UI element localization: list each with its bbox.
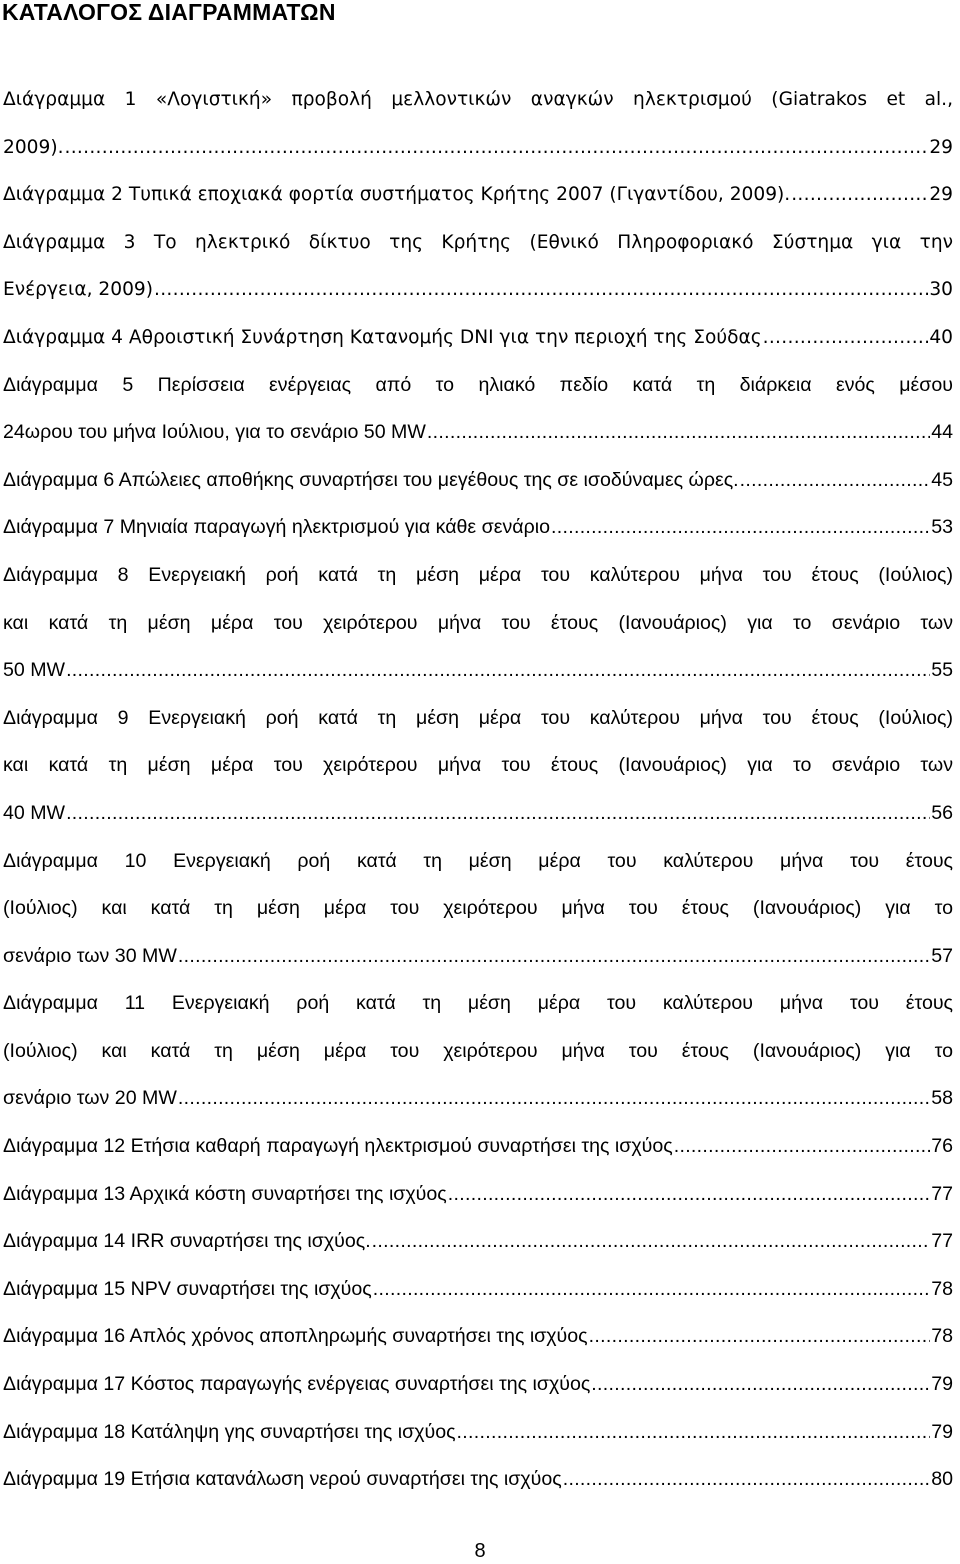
toc-entry[interactable] <box>3 695 953 838</box>
toc-entry[interactable] <box>3 552 953 695</box>
toc-entry-final-line <box>3 457 953 505</box>
toc-entry-page: 29 <box>929 136 953 158</box>
dot-leader <box>674 1123 931 1171</box>
toc-entry-final-line <box>3 171 953 219</box>
toc-entry-page: 58 <box>931 1087 953 1110</box>
toc-entry-text: Διάγραμμα 2 Τυπικά εποχιακά φορτία συστήματος Κρήτης 2007 (Γιγαντίδου, 2009). <box>3 184 791 206</box>
dot-leader <box>373 1266 930 1314</box>
page-number: 8 <box>474 1540 486 1562</box>
dot-leader <box>66 790 930 838</box>
toc-entry-line: (Ιούλιος) και κατά τη μέση μέρα του χειρότερου μήνα του έτους (Ιανουάριος) για το <box>3 897 953 920</box>
dot-leader <box>178 933 930 981</box>
toc-entry-text: Διάγραμμα 15 NPV συναρτήσει της ισχύος <box>3 1277 372 1300</box>
toc-entry[interactable] <box>3 171 953 219</box>
toc-entry-text: σενάριο των 30 MW <box>3 944 177 967</box>
toc-entry-page: 55 <box>931 659 953 682</box>
toc-entry-line: Διάγραμμα 10 Ενεργειακή ροή κατά τη μέση μέρα του καλύτερου μήνα του έτους <box>3 849 953 872</box>
page-title: ΚΑΤΑΛΟΓΟΣ ΔΙΑΓΡΑΜΜΑΤΩΝ <box>2 0 336 25</box>
dot-leader <box>551 504 930 552</box>
toc-entry-final-line <box>3 1075 953 1123</box>
toc-entry[interactable] <box>3 219 953 314</box>
toc-entry-page: 53 <box>931 516 953 539</box>
toc-entry-final-line <box>3 1123 953 1171</box>
dot-leader <box>589 1313 931 1361</box>
toc-entry-page: 77 <box>931 1230 953 1253</box>
toc-entry[interactable] <box>3 1123 953 1171</box>
toc-entry[interactable] <box>3 362 953 457</box>
toc-entry-final-line <box>3 1409 953 1457</box>
toc-entry-final-line <box>3 933 953 981</box>
toc-entry[interactable] <box>3 1456 953 1504</box>
toc-entry-line: και κατά τη μέση μέρα του χειρότερου μήνα του έτους (Ιανουάριος) για το σενάριο των <box>3 754 953 777</box>
dot-leader <box>66 647 930 695</box>
toc-entry[interactable] <box>3 76 953 171</box>
toc-entry-final-line <box>3 266 953 314</box>
toc-entry-final-line <box>3 1361 953 1409</box>
toc-entry[interactable] <box>3 314 953 362</box>
toc-entry-page: 79 <box>931 1420 953 1443</box>
toc-entry-text: Διάγραμμα 4 Αθροιστική Συνάρτηση Κατανομής DNI για την περιοχή της Σούδας <box>3 326 762 348</box>
dot-leader <box>591 1361 930 1409</box>
toc-entry-final-line <box>3 790 953 838</box>
toc-entry-text: Διάγραμμα 14 IRR συναρτήσει της ισχύος. <box>3 1230 371 1253</box>
toc-entry-page: 40 <box>929 326 953 348</box>
toc-entry-page: 56 <box>931 801 953 824</box>
toc-entry-final-line <box>3 1171 953 1219</box>
toc-entry-page: 80 <box>931 1468 953 1491</box>
toc-entry-line: και κατά τη μέση μέρα του χειρότερου μήνα του έτους (Ιανουάριος) για το σενάριο των <box>3 611 953 634</box>
toc-entry-final-line <box>3 1218 953 1266</box>
toc-entry-final-line <box>3 1266 953 1314</box>
toc-entry-text: Διάγραμμα 13 Αρχικά κόστη συναρτήσει της ισχύος <box>3 1182 447 1205</box>
toc-entry-line: Διάγραμμα 3 Το ηλεκτρικό δίκτυο της Κρήτης (Εθνικό Πληροφοριακό Σύστημα για την <box>3 231 953 253</box>
toc-entry-final-line <box>3 409 953 457</box>
dot-leader <box>154 266 928 314</box>
toc-entry-text: Διάγραμμα 7 Μηνιαία παραγωγή ηλεκτρισμού για κάθε σενάριο <box>3 516 550 539</box>
toc-entry[interactable] <box>3 1218 953 1266</box>
toc-entry-text: 40 MW <box>3 801 66 824</box>
toc-entry-text: 2009). <box>3 136 64 158</box>
dot-leader <box>427 409 930 457</box>
toc-entry-final-line <box>3 504 953 552</box>
toc-entry-page: 77 <box>931 1182 953 1205</box>
toc-entry-line: Διάγραμμα 5 Περίσσεια ενέργειας από το ηλιακό πεδίο κατά τη διάρκεια ενός μέσου <box>3 373 953 396</box>
toc-entry-line: Διάγραμμα 8 Ενεργειακή ροή κατά τη μέση μέρα του καλύτερου μήνα του έτους (Ιούλιος) <box>3 563 953 586</box>
toc-entry-line: Διάγραμμα 1 «Λογιστική» προβολή μελλοντικών αναγκών ηλεκτρισμού (Giatrakos et al., <box>3 89 953 110</box>
toc-entry-text: Ενέργεια, 2009) <box>3 279 153 301</box>
toc-entry[interactable] <box>3 1361 953 1409</box>
toc-entry-line: (Ιούλιος) και κατά τη μέση μέρα του χειρότερου μήνα του έτους (Ιανουάριος) για το <box>3 1039 953 1062</box>
toc-entry-final-line <box>3 124 953 172</box>
toc-entry-text: Διάγραμμα 19 Ετήσια κατανάλωση νερού συναρτήσει της ισχύος <box>3 1468 562 1491</box>
toc-entry-page: 57 <box>931 944 953 967</box>
dot-leader <box>740 457 931 505</box>
dot-leader <box>448 1171 930 1219</box>
toc-entry-page: 45 <box>931 468 953 491</box>
toc-entry-final-line <box>3 647 953 695</box>
toc-entry[interactable] <box>3 1409 953 1457</box>
toc-entry-page: 30 <box>929 279 953 301</box>
toc-entry[interactable] <box>3 1266 953 1314</box>
toc-entry[interactable] <box>3 980 953 1123</box>
toc-entry-line: Διάγραμμα 9 Ενεργειακή ροή κατά τη μέση μέρα του καλύτερου μήνα του έτους (Ιούλιος) <box>3 706 953 729</box>
toc-entry-final-line <box>3 314 953 362</box>
list-of-figures <box>3 76 953 1504</box>
dot-leader <box>763 314 929 362</box>
dot-leader <box>791 171 928 219</box>
toc-entry-line: Διάγραμμα 11 Ενεργειακή ροή κατά τη μέση μέρα του καλύτερου μήνα του έτους <box>3 992 953 1015</box>
toc-entry-page: 78 <box>931 1325 953 1348</box>
toc-entry-page: 76 <box>931 1135 953 1158</box>
toc-entry[interactable] <box>3 457 953 505</box>
dot-leader <box>457 1409 931 1457</box>
toc-entry-text: Διάγραμμα 17 Κόστος παραγωγής ενέργειας συναρτήσει της ισχύος <box>3 1373 591 1396</box>
toc-entry[interactable] <box>3 838 953 981</box>
toc-entry-text: Διάγραμμα 12 Ετήσια καθαρή παραγωγή ηλεκτρισμού συναρτήσει της ισχύος <box>3 1135 673 1158</box>
toc-entry[interactable] <box>3 504 953 552</box>
toc-entry-page: 44 <box>931 421 953 444</box>
toc-entry[interactable] <box>3 1171 953 1219</box>
toc-entry-text: 50 MW <box>3 659 66 682</box>
toc-entry-text: Διάγραμμα 6 Απώλειες αποθήκης συναρτήσει του μεγέθους της σε ισοδύναμες ώρες. <box>3 468 739 491</box>
toc-entry-final-line <box>3 1313 953 1361</box>
toc-entry-final-line <box>3 1456 953 1504</box>
toc-entry-page: 79 <box>931 1373 953 1396</box>
toc-entry-page: 78 <box>931 1277 953 1300</box>
dot-leader <box>178 1075 930 1123</box>
dot-leader <box>563 1456 931 1504</box>
toc-entry-page: 29 <box>929 184 953 206</box>
toc-entry-text: 24ωρου του μήνα Ιούλιου, για το σενάριο 50 MW <box>3 421 426 444</box>
toc-entry-text: σενάριο των 20 MW <box>3 1087 177 1110</box>
toc-entry-text: Διάγραμμα 16 Απλός χρόνος αποπληρωμής συναρτήσει της ισχύος <box>3 1325 588 1348</box>
toc-entry-text: Διάγραμμα 18 Κατάληψη γης συναρτήσει της ισχύος <box>3 1420 456 1443</box>
dot-leader <box>372 1218 931 1266</box>
toc-entry[interactable] <box>3 1313 953 1361</box>
dot-leader <box>64 124 928 172</box>
